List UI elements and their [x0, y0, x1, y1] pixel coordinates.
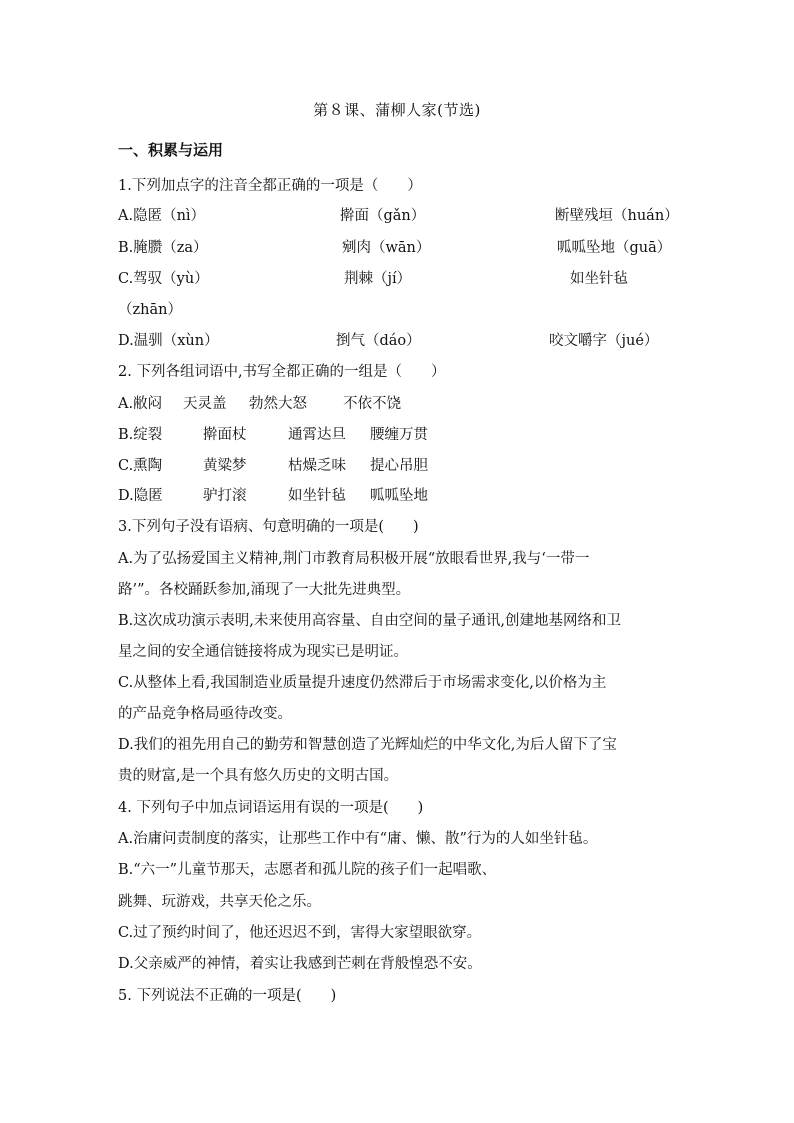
q4-option-a: A.治庸问责制度的落实，让那些工作中有“庸、懒、散”行为的人如坐针毡。	[118, 831, 598, 847]
page-title: 第８课、蒲柳人家(节选)	[313, 101, 481, 119]
q5-stem: 5. 下列说法不正确的一项是( )	[118, 988, 337, 1004]
q1-option-a-3: 断壁残垣（huán）	[555, 208, 679, 224]
q2-option-d-1: D.隐匿	[118, 488, 163, 504]
q4-option-d: D.父亲威严的神情，着实让我感到芒刺在背般惶恐不安。	[118, 956, 482, 972]
section-heading: 一、积累与运用	[118, 141, 224, 159]
q3-option-b-line2: 星之间的安全通信链接将成为现实已是明证。	[118, 644, 408, 660]
q2-option-b-3: 通霄达旦	[288, 427, 346, 443]
q3-option-c-line2: 的产品竞争格局亟待改变。	[118, 706, 292, 722]
q2-option-c-2: 黄粱梦	[203, 458, 247, 474]
q2-option-a-4: 不依不饶	[343, 396, 401, 412]
q2-option-b-2: 擀面杖	[203, 427, 247, 443]
q1-option-c-cont: （zhān）	[118, 302, 182, 318]
q1-option-d-1: D.温驯（xùn）	[118, 333, 219, 349]
q2-option-d-4: 呱呱坠地	[370, 488, 428, 504]
q1-option-b-1: B.腌臜（za）	[118, 240, 208, 256]
q4-option-b-line2: 跳舞、玩游戏，共享天伦之乐。	[118, 894, 321, 910]
q1-stem: 1.下列加点字的注音全都正确的一项是（ ）	[118, 178, 422, 194]
q2-option-c-4: 提心吊胆	[370, 458, 428, 474]
q2-option-c-3: 枯燥乏味	[288, 458, 346, 474]
q2-option-b-1: B.绽裂	[118, 427, 163, 443]
q1-option-b-3: 呱呱坠地（guā）	[557, 240, 672, 256]
q4-option-c: C.过了预约时间了，他还迟迟不到，害得大家望眼欲穿。	[118, 925, 482, 941]
q4-option-b-line1: B.“六一”儿童节那天，志愿者和孤儿院的孩子们一起唱歌、	[118, 862, 497, 878]
q2-option-a-1: A.敝闷	[118, 396, 163, 412]
q3-stem: 3.下列句子没有语病、句意明确的一项是( )	[118, 519, 419, 535]
q1-option-c-1: C.驾驭（yù）	[118, 271, 209, 287]
q2-option-d-3: 如坐针毡	[288, 488, 346, 504]
q2-option-b-4: 腰缠万贯	[370, 427, 428, 443]
q1-option-d-3: 咬文嚼字（jué）	[549, 333, 659, 349]
q1-option-d-2: 捯气（dáo）	[336, 333, 421, 349]
q3-option-b-line1: B.这次成功演示表明,未来使用高容量、自由空间的量子通讯,创建地基网络和卫	[118, 613, 621, 629]
q1-option-a-1: A.隐匿（nì）	[118, 208, 206, 224]
q2-stem: 2. 下列各组词语中,书写全都正确的一组是（ ）	[118, 364, 446, 380]
q3-option-a-line2: 路’”。各校踊跃参加,涌现了一大批先进典型。	[118, 582, 411, 598]
q1-option-c-3: 如坐针毡	[570, 271, 628, 287]
q3-option-c-line1: C.从整体上看,我国制造业质量提升速度仍然滞后于市场需求变化,以价格为主	[118, 675, 607, 691]
q3-option-d-line2: 贵的财富,是一个具有悠久历史的文明古国。	[118, 768, 399, 784]
q1-option-b-2: 剜肉（wān）	[342, 240, 431, 256]
q1-option-c-2: 荆棘（jí）	[344, 271, 412, 287]
q2-option-d-2: 驴打滚	[203, 488, 247, 504]
q1-option-a-2: 擀面（gǎn）	[340, 208, 426, 224]
q2-option-a-3: 勃然大怒	[249, 396, 307, 412]
q2-option-a-2: 天灵盖	[183, 396, 227, 412]
q4-stem: 4. 下列句子中加点词语运用有误的一项是( )	[118, 800, 424, 816]
q3-option-a-line1: A.为了弘扬爱国主义精神,荆门市教育局积极开展“放眼看世界,我与‘一带一	[118, 551, 590, 567]
q2-option-c-1: C.熏陶	[118, 458, 163, 474]
q3-option-d-line1: D.我们的祖先用自己的勤劳和智慧创造了光辉灿烂的中华文化,为后人留下了宝	[118, 737, 617, 753]
